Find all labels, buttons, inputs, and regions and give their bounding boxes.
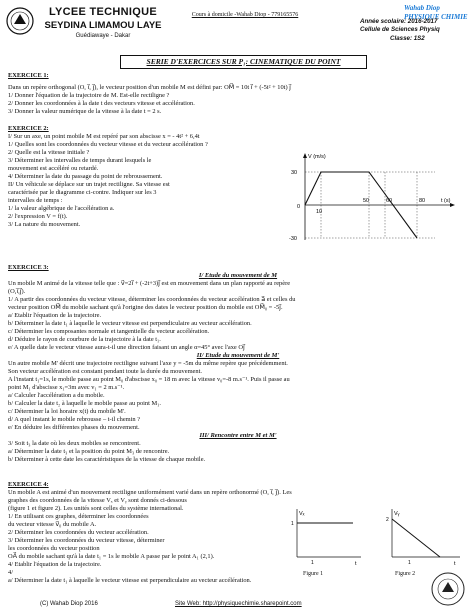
text-line: d/ A quel instant le mobile rebrousse – t-il chemin ? [8,416,141,424]
y-tick-label: 30 [291,170,298,176]
exercise-1-heading: EXERCICE 1: [8,72,49,79]
y-tick-label: 2 [386,517,389,523]
text-line: 2/ Donner les coordonnées à la date t des vecteurs vitesse et accélération. [8,100,195,107]
text-line: 3/ Soit t₃ la date où les deux mobiles se rencontrent. [8,440,141,448]
school-year: Année scolaire: 2016-2017 [360,18,438,25]
text-line: 1/ Quelles sont les coordonnées du vecteur vitesse et du vecteur accélération ? [8,141,208,148]
text-line: I/ Sur un axe, un point mobile M est repéré par son abscisse x = - 4t² + 6,4t [8,133,200,140]
x-tick-label: 1 [311,560,314,566]
text-line: Dans un repère orthogonal (O, i⃗, j⃗), le vecteur position d'un mobile M est défini par: OM⃗ = 10t i⃗ + (-5t² + 10t) j⃗ [8,84,291,91]
course-reference: Cours à domicile -Wahab Diop - 779165576 [191,12,299,18]
header-right [360,18,470,43]
text-line: 2/ Déterminer les coordonnées du vecteur accélération. [8,529,149,536]
exercise-3-heading: EXERCICE 3: [8,264,49,271]
y-axis-arrow-icon [303,153,307,158]
text-line: 4/ Déterminer la date du passage du point de rebroussement. [8,173,163,180]
text-line: a/ Déterminer la date t₃ et la position du point M₃ de rencontre. [8,448,170,456]
text-line: 1/ En utilisant ces graphes, déterminer les coordonnées [8,513,149,520]
y-axis-label: Vᵧ [394,511,400,517]
section-3-heading: III/ Rencontre entre M et M' [199,432,277,440]
text-line: b/ Déterminer à cette date les caractéristiques de la vitesse de chaque mobile. [8,456,206,464]
y-tick-label: 0 [297,204,301,210]
school-name-line1: LYCEE TECHNIQUE [48,6,157,18]
y-tick-label: 1 [291,521,294,527]
series-title: SERIE D'EXERCICES SUR P₁: CINEMATIQUE DU POINT [120,55,367,69]
x-tick-label: 1 [408,560,411,566]
text-line: intervalles de temps : [8,197,63,204]
x-axis-arrow-icon [450,203,455,207]
text-line: mouvement est accéléré ou retardé. [8,165,99,172]
figure-1-caption: Figure 1 [303,571,324,577]
text-line: II/ Un véhicule se déplace sur un trajet rectiligne. Sa vitesse est [8,181,170,188]
science-cell: Cellule de Sciences Physiq [360,26,440,34]
x-tick-label: 10 [316,209,323,215]
text-line: c/ Déterminer les composantes normale et tangentielle du vecteur accélération. [8,328,210,336]
text-line: a/ Etablir l'équation de la trajectoire. [8,312,102,320]
text-line: a/ Calculer l'accélération a du mobile. [8,392,105,400]
text-line: 1/ la valeur algébrique de l'accélération a. [8,205,115,212]
text-line: 1/ A partir des coordonnées du vecteur vitesse, déterminer les coordonnées du vecteur accélération a⃗ et celles du [8,296,296,304]
school-logo-icon [5,6,35,36]
text-line: vecteur position OM⃗ du mobile sachant qu'à l'origine des dates le vecteur position du mobile est OM⃗₀ = -5j⃗. [8,304,283,312]
text-line: b/ Déterminer la date t₁ à laquelle le vecteur vitesse est perpendiculaire au vecteur accélération. [8,320,252,328]
text-line: b/ Calculer la date t₂ à laquelle le mobile passe au point M₁. [8,400,161,408]
text-line: OA⃗ du mobile sachant qu'à la date t₁ = 1s le mobile A passe par le point A₁ (2,1). [8,553,215,560]
x-axis-label: t (s) [441,198,451,204]
text-line: point M₁ d'abscisse x₁=3m avec v₁ = 2 m.s⁻¹. [8,384,125,392]
x-tick-label: 60 [386,198,393,204]
school-header [38,6,168,40]
text-line: a/ Déterminer la date t₁ à laquelle le vecteur vitesse est perpendiculaire au vecteur accélération. [8,577,252,584]
text-line: 4/ Etablir l'équation de la trajectoire. [8,561,102,568]
text-line: (O,i⃗,j⃗). [8,288,26,296]
x-axis-label: t [355,561,357,567]
text-line: graphes des coordonnées de la vitesse Vₓ et Vᵧ sont donnés ci-dessous [8,497,187,504]
text-line: 1/ Donner l'équation de la trajectoire de M. Est-elle rectiligne ? [8,92,170,99]
stamp-icon [428,570,468,608]
exercise-1-body [8,84,468,116]
velocity-diagram [285,150,460,245]
text-line: Un autre mobile M' décrit une trajectoire rectiligne suivant l'axe y = -5m du même repère que précédemment. [8,360,288,368]
exercise-1 [8,72,468,116]
text-line: 3/ Déterminer les coordonnées du vecteur vitesse, déterminer [8,537,165,544]
vy-line [392,519,440,557]
text-line: caractérisée par le diagramme ci-contre. Indiquer sur les 3 [8,189,157,196]
x-tick-label: 50 [363,198,370,204]
exercise-2-heading: EXERCICE 2: [8,125,49,132]
x-axis-label: t [454,561,456,567]
section-2-heading: II/ Etude du mouvement de M' [196,352,280,360]
section-1-heading: I/ Etude du mouvement de M [198,272,278,279]
class-label: Classe: 1S2 [390,34,425,42]
figure-1-graph [285,505,365,569]
text-line: 2/ Quelle est la vitesse initiale ? [8,149,90,156]
text-line: 3/ La nature du mouvement. [8,221,81,228]
y-axis-label: Vₓ [299,511,305,517]
text-line: 3/ Donner la valeur numérique de la vitesse à la date t = 2 s. [8,108,162,115]
text-line: Son vecteur accélération est constant pendant toute la durée du mouvement. [8,368,202,376]
text-line: c/ Déterminer la loi horaire x(t) du mobile M'. [8,408,126,416]
text-line: 2/ l'expression V = f(t). [8,213,68,220]
text-line: 3/ Déterminer les intervalles de temps durant lesquels le [8,157,152,164]
brand-logo: Wahab Diop PHYSIQUE CHIMIE [404,4,468,21]
text-line: Un mobile M animé de la vitesse telle que : v⃗=2i⃗ + (-2t+3)j⃗ est en mouvement dans un plan rapporté au repère [8,280,291,288]
y-tick-label: -30 [289,236,297,242]
text-line: d/ Déduire le rayon de courbure de la trajectoire à la date t₁. [8,336,161,344]
footer-website-link[interactable]: Site Web: http://physiquechimie.sharepoint.com [175,601,302,607]
school-location: Guédiawaye - Dakar [75,32,131,39]
text-line: les coordonnées du vecteur position [8,545,100,552]
exercise-2 [8,125,301,229]
text-line: Un mobile A est animé d'un mouvement rectiligne uniformément varié dans un repère orthonormé (O, i⃗, j⃗). Les [8,489,292,496]
figure-2-graph [380,505,465,569]
text-line: du vecteur vitesse v⃗₀ du mobile A. [8,521,97,528]
school-name-line2: SEYDINA LIMAMOU LAYE [44,19,162,31]
figure-2-caption: Figure 2 [395,571,416,577]
text-line: e/ En déduire les différentes phases du mouvement. [8,424,140,432]
text-line: e/ A quelle date le vecteur vitesse aura-t-il une direction faisant un angle α=45° avec l'axe Oj⃗ [8,344,245,352]
footer-copyright: (C) Wahab Diop 2016 [40,601,98,607]
exercise-3 [8,264,468,464]
text-line: (figure 1 et figure 2). Les unités sont celles du système international. [8,505,184,512]
x-tick-label: 80 [419,198,426,204]
y-axis-label: V (m/s) [308,154,326,160]
text-line: A l'instant t₁=1s, le mobile passe au point M₀ d'abscisse x₀ = 18 m avec la vitesse v₀=-8 m.s⁻¹. Puis il passe au [8,376,290,384]
exercise-4-heading: EXERCICE 4: [8,481,49,488]
text-line: 4/ [8,569,13,576]
